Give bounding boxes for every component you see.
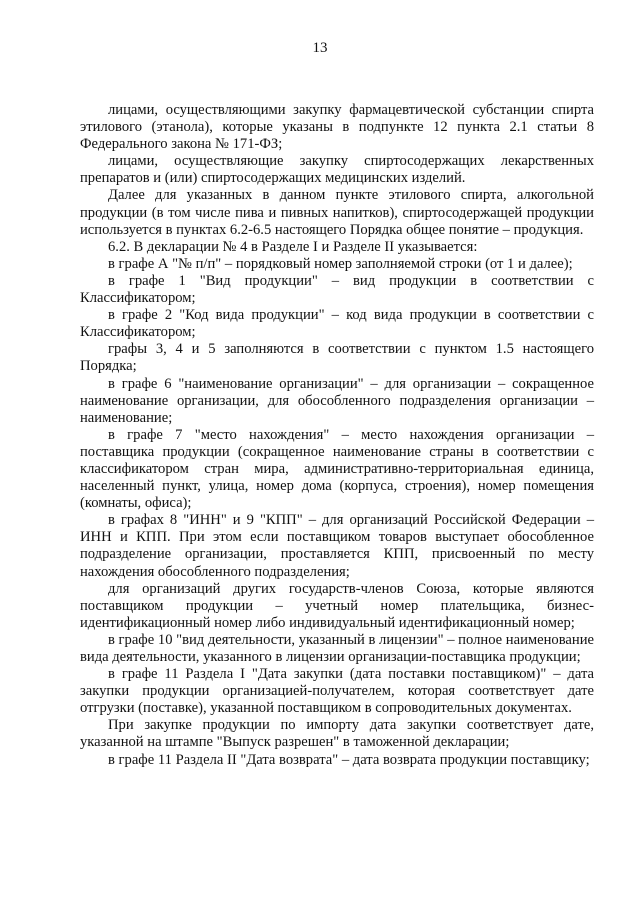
document-body [80, 102, 594, 769]
paragraph: в графе 7 "место нахождения" – место нахождения организации – поставщика продукции (сокращенное наименование страны в соответствии с классификатором стран мира, административно-территориальная единица, населенный пункт, улица, номер дома (корпуса, строения), номер помещения (комнаты, офиса); [80, 426, 594, 512]
paragraph: в графе А "№ п/п" – порядковый номер заполняемой строки (от 1 и далее); [108, 255, 573, 272]
paragraph: в графе 2 "Код вида продукции" – код вида продукции в соответствии с Классификатором; [80, 307, 594, 341]
paragraph: в графе 1 "Вид продукции" – вид продукции в соответствии с Классификатором; [80, 272, 594, 307]
page-number: 13 [312, 40, 328, 56]
paragraph: 6.2. В декларации № 4 в Разделе I и Разделе II указывается: [108, 238, 478, 255]
paragraph: При закупке продукции по импорту дата закупки соответствует дате, указанной на штампе "Выпуск разрешен" в таможенной декларации; [80, 717, 594, 751]
paragraph: в графе 11 Раздела II "Дата возврата" – дата возврата продукции поставщику; [108, 751, 590, 768]
paragraph: Далее для указанных в данном пункте этилового спирта, алкогольной продукции (в том числе пива и пивных напитков), спиртосодержащей продукции используется в пунктах 6.2-6.5 настоящего Порядка общее понятие – продукция. [80, 187, 594, 238]
paragraph: лицами, осуществляющими закупку фармацевтической субстанции спирта этилового (этанола), которые указаны в подпункте 12 пункта 2.1 статьи 8 Федерального закона № 171-ФЗ; [80, 102, 594, 153]
paragraph: лицами, осуществляющие закупку спиртосодержащих лекарственных препаратов и (или) спиртосодержащих медицинских изделий. [80, 153, 594, 187]
paragraph: в графе 11 Раздела I "Дата закупки (дата поставки поставщиком)" – дата закупки продукции организацией-получателем, которая соответствует дате отгрузки (поставке), указанной поставщиком в сопроводительных документах. [80, 666, 594, 717]
paragraph: в графе 6 "наименование организации" – для организации – сокращенное наименование организации, для обособленного подразделения организации – наименование; [80, 375, 594, 426]
paragraph: в графе 10 "вид деятельности, указанный в лицензии" – полное наименование вида деятельности, указанного в лицензии организации-поставщика продукции; [80, 631, 594, 665]
paragraph: графы 3, 4 и 5 заполняются в соответствии с пунктом 1.5 настоящего Порядка; [80, 341, 594, 375]
paragraph: в графах 8 "ИНН" и 9 "КПП" – для организаций Российской Федерации – ИНН и КПП. При этом если поставщиком товаров выступает обособленное подразделение организации, проставляется КПП, присвоенный по месту нахождения обособленного подразделения; [80, 512, 594, 580]
paragraph: для организаций других государств-членов Союза, которые являются поставщиком продукции – учетный номер плательщика, бизнес-идентификационный номер либо индивидуальный идентификационный номер; [80, 580, 594, 631]
